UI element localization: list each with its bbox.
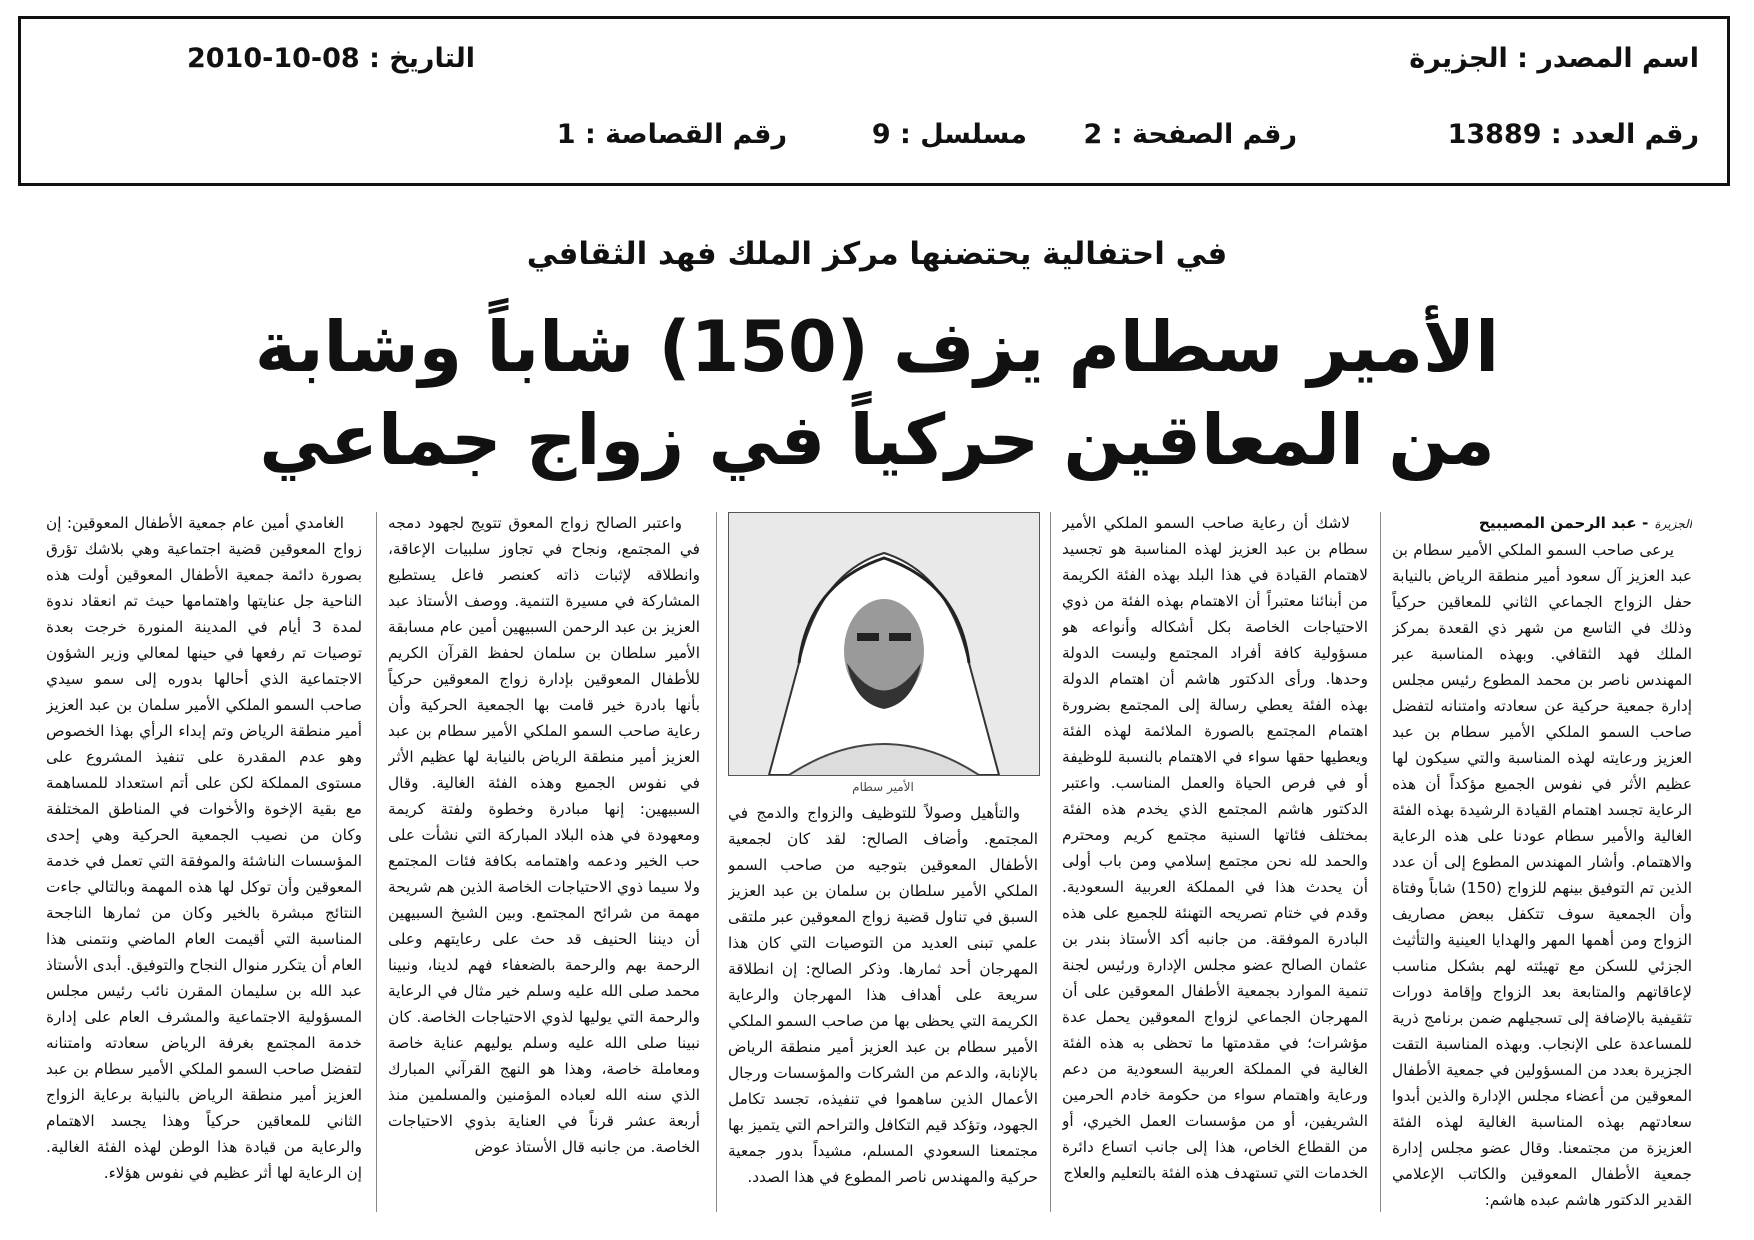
portrait-image	[729, 513, 1039, 775]
clip-number: رقم القصاصة : 1	[556, 119, 787, 150]
article-column-1	[1392, 510, 1692, 1230]
headline-line-1: الأمير سطام يزف (150) شاباً وشابة	[254, 306, 1500, 388]
byline-author: - عبد الرحمن المصيبيح	[1478, 514, 1649, 532]
column-divider	[716, 512, 717, 1212]
article-column-2	[1062, 510, 1368, 1230]
column-5-text: الغامدي أمين عام جمعية الأطفال المعوقين: إن زواج المعوقين قضية اجتماعية وهي بلاشك تؤرق بصورة دائمة جمعية الأطفال المعوقين أولت هذه الناحية جل عنايتها واهتمامها حيث تم انعقاد ندوة لمدة 3 أيام في المدينة المنورة خرجت بعدة توصيات تم رفعها في حينها لمعالي وزير الشؤون الاجتماعية الذي أحالها بدوره إلى سمو سيدي صاحب السمو الملكي الأمير سلمان بن عبد العزيز أمير منطقة الرياض وتم إبداء الرأي بهذا الخصوص وهو عدم المقدرة على تنفيذ المشروع على مستوى المملكة لكن على أتم استعداد للمساهمة مع بقية الإخوة والأخوات في المناطق المختلفة وكان من نصيب الجمعية الحركية وهي إحدى المؤسسات الناشئة والموفقة التي تعمل في خدمة المعوقين وأن توكل لها هذه المهمة وبالتالي جاءت النتائج مبشرة بالخير وكان من ثمارها الناجحة المناسبة التي أقيمت العام الماضي ونتمنى هذا العام أن يتكرر منوال النجاح والتوفيق. أبدى الأستاذ عبد الله بن سليمان المقرن نائب رئيس مجلس المسؤولية الاجتماعية والمشرف العام على إدارة خدمة المجتمع بغرفة الرياض سعادته وامتنانه لتفضل صاحب السمو الملكي الأمير سطام بن عبد العزيز أمير منطقة الرياض بالنيابة برعاية الزواج الثاني للمعاقين حركياً وهذا يجسد الاهتمام والرعاية من قيادة هذا الوطن لهذه الفئة الغالية. إن الرعاية لها أثر عظيم في نفوس هؤلاء.	[46, 514, 362, 1182]
headline-line-2: من المعاقين حركياً في زواج جماعي	[259, 399, 1495, 481]
column-4-text: واعتبر الصالح زواج المعوق تتويج لجهود دمجه في المجتمع، ونجاح في تجاوز سلبيات الإعاقة، وانطلاقه لإثبات ذاته كعنصر فاعل يستطيع المشاركة في مسيرة التنمية. ووصف الأستاذ عبد العزيز بن عبد الرحمن السبيهين أمين عام مسابقة الأمير سلطان بن سلمان لحفظ القرآن الكريم للأطفال المعوقين بإدارة زواج المعوقين حركياً بأنها بادرة خير قامت بها الجمعية الحركية وأن رعاية صاحب السمو الملكي الأمير سطام بن عبد العزيز أمير منطقة الرياض بالنيابة لها عظيم الأثر في نفوس الجميع وهذه الفئة الغالية. وقال السبيهين: إنها مبادرة وخطوة ولفتة كريمة ومعهودة في هذه البلاد المباركة التي نشأت على حب الخير ودعمه واهتمامه بكافة فئات المجتمع ولا سيما ذوي الاحتياجات الخاصة الذين هم شريحة مهمة من شرائح المجتمع. وبين الشيخ السبيهين أن ديننا الحنيف قد حث على رعايتهم وعلى الرحمة بهم والرحمة بالضعفاء فهم لدينا، ونبينا محمد صلى الله عليه وسلم خير مثال في الرعاية والرحمة التي يوليها لذوي الاحتياجات الخاصة. كان نبينا صلى الله عليه وسلم يوليهم عناية خاصة ومعاملة خاصة، وهذا هو النهج القرآني المبارك الذي سنه الله لعباده المؤمنين والمسلمين منذ أربعة عشر قرناً في العناية بذوي الاحتياجات الخاصة. من جانبه قال الأستاذ عوض	[388, 514, 700, 1156]
source-name: اسم المصدر : الجزيرة	[1409, 43, 1699, 74]
article-column-3	[728, 800, 1038, 1230]
serial-number: مسلسل : 9	[871, 119, 1027, 150]
column-2-text: لاشك أن رعاية صاحب السمو الملكي الأمير سطام بن عبد العزيز لهذه المناسبة هو تجسيد لاهتمام القيادة في هذا البلد بهذه الفئة الكريمة من أبنائنا معتبراً أن الاهتمام بهذه الفئة من ذوي الاحتياجات الخاصة بكل أشكاله وأنواعه هو مسؤولية كافة أفراد المجتمع وليست الدولة وحدها. ورأى الدكتور هاشم أن اهتمام الدولة بهذه الفئة يعطي رسالة إلى المجتمع بضرورة اهتمام المجتمع بالصورة الملائمة لهذه الفئة ويعطيها حقها سواء في الاهتمام بالنسبة للوظيفة أو في فرص الحياة والعمل المناسب. واعتبر الدكتور هاشم المجتمع الذي يخدم هذه الفئة بمختلف فئاتها السنية مجتمع كريم ومحترم والحمد لله نحن مجتمع إسلامي ومن باب أولى أن يحدث هذا في المملكة العربية السعودية. وقدم في ختام تصريحه التهنئة للجميع على هذه البادرة الموفقة. من جانبه أكد الأستاذ بندر بن عثمان الصالح عضو مجلس الإدارة ورئيس لجنة تنمية الموارد بجمعية الأطفال المعوقين على أن المهرجان الجماعي لزواج المعوقين يحمل عدة مؤشرات؛ في مقدمتها ما تحظى به هذه الفئة الغالية في المملكة العربية السعودية من دعم ورعاية واهتمام سواء من حكومة خادم الحرمين الشريفين، أو من مؤسسات العمل الخيري، أو من القطاع الخاص، هذا إلى جانب اتساع دائرة الخدمات التي تستهدف هذه الفئة بالتعليم والعلاج	[1062, 514, 1368, 1182]
column-divider	[1380, 512, 1381, 1212]
photo-caption: الأمير سطام	[852, 780, 914, 794]
portrait-photo	[728, 512, 1040, 776]
clipping-date: التاريخ : 08-10-2010	[186, 43, 475, 74]
byline	[1392, 510, 1692, 537]
article-column-5	[46, 510, 362, 1230]
issue-number: رقم العدد : 13889	[1447, 119, 1699, 150]
column-divider	[376, 512, 377, 1212]
column-1-text: يرعى صاحب السمو الملكي الأمير سطام بن عبد العزيز آل سعود أمير منطقة الرياض بالنيابة حفل الزواج الجماعي الثاني للمعاقين حركياً وذلك في التاسع من شهر ذي القعدة بمركز الملك فهد الثقافي. وبهذه المناسبة عبر المهندس ناصر بن محمد المطوع رئيس مجلس إدارة جمعية حركية عن سعادته وامتنانه لتفضل صاحب السمو الملكي الأمير سطام بن عبد العزيز ورعايته لهذه المناسبة والتي سيكون لها عظيم الأثر في نفوس الجميع مؤكداً أن هذه الرعاية تجسد اهتمام القيادة الرشيدة بهذه الفئة الغالية والأمير سطام عودنا على هذه الرعاية والاهتمام. وأشار المهندس المطوع إلى أن عدد الذين تم التوفيق بينهم للزواج (150) شاباً وفتاة وأن الجمعية سوف تتكفل ببعض مصاريف الزواج ومن أهمها المهر والهدايا العينية والتأثيث الجزئي للسكن مع تهيئته لهم بشكل مناسب لإعاقاتهم والمتابعة بعد الزواج وإقامة دورات تثقيفية بالإضافة إلى تسجيلهم ضمن برنامج ذرية للمساعدة على الإنجاب. وبهذه المناسبة التقت الجزيرة بعدد من المسؤولين في جمعية الأطفال المعوقين من أعضاء مجلس الإدارة والذين أبدوا سعادتهم بهذه المناسبة الغالية لهذه الفئة العزيزة من مجتمعنا. وقال عضو مجلس إدارة جمعية الأطفال المعوقين والكاتب الإعلامي القدير الدكتور هاشم عبده هاشم:	[1392, 541, 1692, 1209]
article-kicker: في احتفالية يحتضنها مركز الملك فهد الثقافي	[526, 236, 1228, 272]
clipping-metadata-box	[18, 16, 1730, 186]
column-divider	[1050, 512, 1051, 1212]
byline-source: الجزيرة	[1654, 517, 1692, 531]
page-number: رقم الصفحة : 2	[1083, 119, 1297, 150]
article-column-4	[388, 510, 700, 1230]
column-3-text: والتأهيل وصولاً للتوظيف والزواج والدمج في المجتمع. وأضاف الصالح: لقد كان لجمعية الأطفال المعوقين بتوجيه من صاحب السمو الملكي الأمير سلطان بن سلمان بن عبد العزيز السبق في تناول قضية زواج المعوقين عبر ملتقى علمي تبنى العديد من التوصيات التي كان هذا المهرجان أحد ثمارها. وذكر الصالح: إن انطلاقة سريعة على أهداف هذا المهرجان والرعاية الكريمة التي يحظى بها من صاحب السمو الملكي الأمير سطام بن عبد العزيز أمير منطقة الرياض بالإنابة، والدعم من الشركات والمؤسسات ورجال الأعمال الذين ساهموا في تنفيذه، تجسد تكامل الجهود، وتؤكد قيم التكافل والتراحم التي يتميز بها مجتمعنا السعودي المسلم، مشيداً بدور جمعية حركية والمهندس ناصر المطوع في هذا الصدد.	[728, 804, 1038, 1186]
